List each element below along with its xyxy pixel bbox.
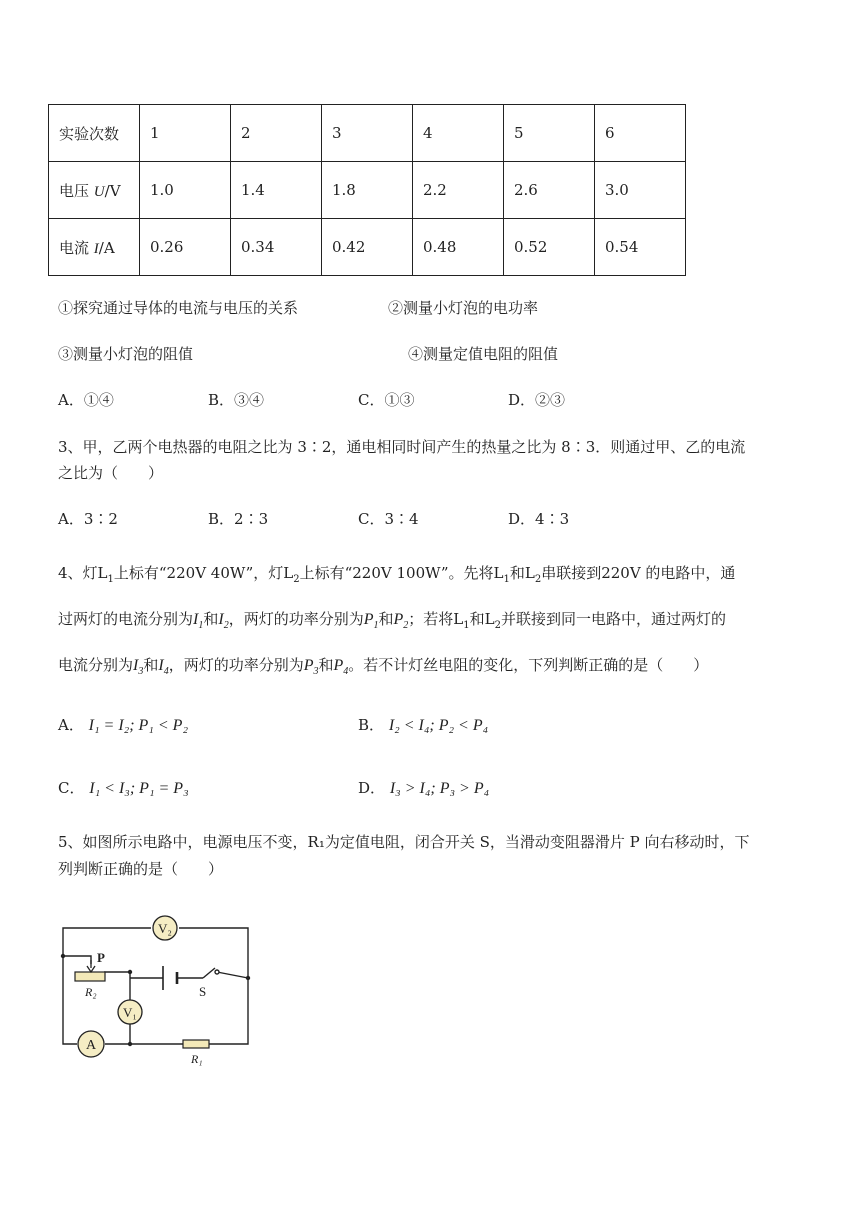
- option-label: C．: [58, 779, 85, 797]
- switch-s-label: S: [199, 984, 207, 999]
- q2-option-b[interactable]: B．③④: [208, 391, 265, 409]
- q4-stem-line2: 过两灯的电流分别为$I_1$和$I_2$，两灯的功率分别为$P_1$和$P_2$；若将$L_1$和$L_2$并联接到同一电路中，通过两灯的: [58, 610, 727, 632]
- v1-label: V₁: [123, 1005, 137, 1020]
- current-label: 电流: [59, 238, 90, 257]
- data-table: [48, 104, 686, 276]
- current-symbol: I: [93, 240, 99, 257]
- table-cell: 2.6: [504, 162, 595, 219]
- q4-text: 过两灯的电流分别为: [58, 610, 194, 628]
- q4-text: 电流分别为: [58, 656, 134, 674]
- q3-option-a[interactable]: A．3∶2: [58, 510, 118, 528]
- current-row-label: [49, 219, 140, 276]
- q2-option-a[interactable]: A．①④: [58, 391, 114, 409]
- table-cell: 1.4: [231, 162, 322, 219]
- ammeter-icon: [78, 1031, 104, 1057]
- table-header-cell: 实验次数: [49, 105, 140, 162]
- table-row: [49, 105, 686, 162]
- q4-option-d[interactable]: [358, 778, 489, 799]
- battery-icon: [163, 966, 177, 990]
- q4-text: 和: [318, 656, 334, 674]
- wire: [63, 956, 91, 964]
- voltage-symbol: U: [93, 183, 105, 200]
- table-cell: 0.26: [140, 219, 231, 276]
- table-cell: 0.34: [231, 219, 322, 276]
- q4-option-c-formula: I₁ < I₃; P₁ = P₃: [89, 780, 189, 797]
- ammeter-label: A: [85, 1038, 97, 1053]
- option-label: A．: [58, 716, 84, 734]
- q3-stem-line1: 3、甲，乙两个电热器的电阻之比为 3∶2，通电相同时间产生的热量之比为 8∶3．则通过甲、乙的电流: [58, 438, 746, 456]
- slider-p-label: P: [97, 950, 105, 965]
- r2-label: R₂: [85, 985, 97, 999]
- q2-item-1: ①探究通过导体的电流与电压的关系: [58, 299, 299, 317]
- r1-label: R₁: [191, 1052, 203, 1066]
- q4-text: 和: [378, 610, 394, 628]
- circuit-diagram: [55, 910, 265, 1070]
- table-cell: 0.42: [322, 219, 413, 276]
- table-header-cell: 6: [595, 105, 686, 162]
- q4-text: 和: [469, 610, 485, 628]
- q4-text: 并联接到同一电路中，通过两灯的: [501, 610, 727, 628]
- q4-option-c[interactable]: [58, 778, 189, 799]
- table-cell: 1.0: [140, 162, 231, 219]
- resistor-r1-icon: [183, 1040, 209, 1048]
- q4-text: ，两灯的功率分别为: [228, 610, 364, 628]
- wire: [63, 1018, 77, 1044]
- table-row: [49, 219, 686, 276]
- table-cell: 0.54: [595, 219, 686, 276]
- voltmeter-v1-icon: [118, 1000, 142, 1024]
- voltage-label: 电压: [59, 181, 90, 200]
- q4-stem-line3: 电流分别为$I_3$和$I_4$，两灯的功率分别为$P_3$和$P_4$。若不计灯丝电阻的变化，下列判断正确的是（ ）: [58, 656, 709, 678]
- slider-arrow-icon: [87, 960, 95, 972]
- table-row: [49, 162, 686, 219]
- q3-option-b[interactable]: B．2∶3: [208, 510, 269, 528]
- rheostat-r2-icon: [75, 972, 105, 981]
- table-cell: 0.52: [504, 219, 595, 276]
- option-label: B．: [358, 716, 385, 734]
- option-label: D．: [358, 779, 386, 797]
- q3-option-d[interactable]: D．4∶3: [508, 510, 570, 528]
- table-cell: 3.0: [595, 162, 686, 219]
- table-header-cell: 4: [413, 105, 504, 162]
- q5-stem-line1: 5、如图所示电路中，电源电压不变，R₁为定值电阻，闭合开关 S，当滑动变阻器滑片 P 向右移动时，下: [58, 833, 750, 851]
- table-header-cell: 2: [231, 105, 322, 162]
- table-cell: 2.2: [413, 162, 504, 219]
- q4-option-d-formula: I₃ > I₄; P₃ > P₄: [389, 780, 490, 797]
- q4-text: 上标有“220V 40W”，灯: [113, 564, 284, 582]
- q4-option-b[interactable]: [358, 715, 488, 736]
- q4-text: 和: [203, 610, 219, 628]
- voltmeter-v2-icon: [153, 916, 177, 940]
- q4-text: 。若不计灯丝电阻的变化，下列判断正确的是（ ）: [348, 656, 709, 674]
- q3-option-c[interactable]: C．3∶4: [358, 510, 419, 528]
- q2-item-4: ④测量定值电阻的阻值: [408, 345, 559, 363]
- q4-stem-line1: 4、灯$L_1$上标有“220V 40W”，灯$L_2$上标有“220V 100W”。先将$L_1$和$L_2$串联接到220V 的电路中，通: [58, 564, 736, 585]
- q4-text: 和: [509, 564, 525, 582]
- v2-label: V₂: [158, 921, 172, 936]
- table-cell: 1.8: [322, 162, 413, 219]
- wire: [209, 978, 248, 1044]
- q2-option-c[interactable]: C．①③: [358, 391, 415, 409]
- q2-option-d[interactable]: D．②③: [508, 391, 566, 409]
- wire: [179, 928, 248, 978]
- table-cell: 0.48: [413, 219, 504, 276]
- wire: [217, 972, 248, 978]
- q4-text: ；若将: [408, 610, 454, 628]
- q2-item-3: ③测量小灯泡的阻值: [58, 345, 194, 363]
- table-header-cell: 5: [504, 105, 595, 162]
- switch-icon: [203, 968, 219, 978]
- q2-item-2: ②测量小灯泡的电功率: [388, 299, 539, 317]
- q4-option-b-formula: I₂ < I₄; P₂ < P₄: [388, 717, 489, 734]
- q4-text: 4、灯: [58, 564, 98, 582]
- q4-option-a[interactable]: [58, 715, 188, 736]
- table-header-cell: 1: [140, 105, 231, 162]
- table-header-cell: 3: [322, 105, 413, 162]
- q4-text: 和: [143, 656, 159, 674]
- voltage-unit: /V: [104, 181, 121, 200]
- voltage-row-label: [49, 162, 140, 219]
- q3-stem-line2: 之比为（ ）: [58, 464, 164, 482]
- q4-text: 上标有“220V 100W”。先将: [299, 564, 494, 582]
- q4-text: 串联接到220V 的电路中，通: [541, 564, 736, 582]
- q4-option-a-formula: I₁ = I₂; P₁ < P₂: [88, 717, 188, 734]
- q5-stem-line2: 列判断正确的是（ ）: [58, 860, 224, 878]
- current-unit: /A: [98, 238, 115, 257]
- q4-text: ，两灯的功率分别为: [168, 656, 304, 674]
